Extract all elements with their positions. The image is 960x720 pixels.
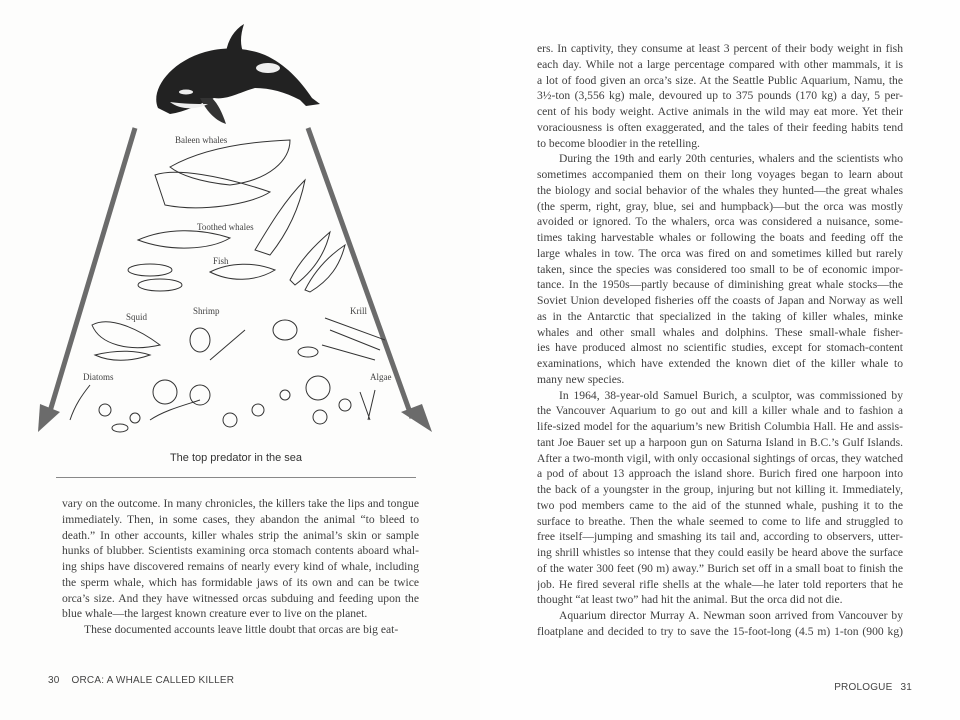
label-fish: Fish: [213, 256, 229, 266]
text-line: ers. In captivity, they consume at least 3 percent of their body weight in fish: [537, 42, 903, 55]
text-line: examinations, which have extended the known diet of the killer whale to: [537, 357, 903, 370]
text-line: sometimes accompanied them on their long voyages began to learn about: [537, 168, 903, 181]
caption-rule: [56, 477, 416, 478]
text-line: times taking harvestable whales or following the boats and feeding off the: [537, 231, 903, 244]
label-baleen-whales: Baleen whales: [175, 135, 228, 145]
text-line: many new species.: [537, 372, 625, 386]
label-diatoms: Diatoms: [83, 372, 114, 382]
text-line: as in the Antarctic that specialized in the taking of killer whales, minke: [537, 309, 903, 323]
text-line: floatplane and decided to try to save the 15-foot-long (4.5 m) 1-ton (900 kg): [537, 624, 903, 638]
left-body-text: [62, 496, 419, 638]
text-line: the Vancouver Aquarium to go out and kill a killer whale and to fashion a: [537, 404, 903, 418]
text-line: each day. While not a large percentage compared with other mammals, it is: [537, 57, 903, 71]
text-line: life-sized model for the aquarium’s new British Columbia Hall. He and assis-: [537, 420, 903, 433]
text-line: immediately. Then, in some cases, they abandon the animal “to bleed to: [62, 512, 419, 526]
text-line: hunks of blubber. Scientists examining orca stomach contents aboard whal-: [62, 544, 419, 558]
orca-illustration: [156, 24, 320, 124]
label-krill: Krill: [350, 306, 367, 316]
food-web-illustration: [0, 0, 480, 450]
text-line: tance. In the 1950s—partly because of diminishing great whale stocks—the: [537, 278, 903, 292]
text-line: These documented accounts leave little doubt that orcas are big eat-: [84, 623, 399, 636]
text-line: avoided or ignored. To the whalers, orca was considered a nuisance, some-: [537, 215, 903, 229]
page-number: 30: [48, 675, 60, 686]
text-line: free itself—jumping and smashing its tail and, according to observers, utter-: [537, 530, 903, 544]
text-line: ing ships have discovered remains of nearly every kind of whale, including: [62, 560, 419, 573]
arrow-left-icon: [38, 404, 60, 432]
label-algae: Algae: [370, 372, 392, 382]
food-chain-arrows: [38, 128, 432, 432]
text-line: tant Joe Bauer set up a harpoon gun on Saturna Island in B.C.’s Gulf Islands.: [537, 435, 903, 449]
text-line: voraciousness is often exaggerated, and the tales of their feeding habits tend: [537, 120, 903, 134]
arrow-right-icon: [401, 404, 432, 432]
label-squid: Squid: [126, 312, 148, 322]
text-line: vary on the outcome. In many chronicles, the killers take the lips and tongue: [62, 497, 419, 510]
text-line: of the water 300 feet (90 m) away.” Burich set off in a small boat to finish the: [537, 561, 903, 575]
text-line: In 1964, 38-year-old Samuel Burich, a sculptor, was commissioned by: [559, 388, 903, 402]
text-line: the back of a youngster in the group, injuring but not killing it. Immediately,: [537, 483, 903, 496]
text-line: a lot of food given an orca’s size. At the Seattle Public Aquarium, Namu, the: [537, 73, 903, 87]
text-line: to become bloodier in the retelling.: [537, 136, 700, 150]
right-body-text: [537, 41, 903, 640]
text-line: job. He fired several rifle shells at the whale—he later told reporters that he: [537, 577, 903, 591]
figure-caption: The top predator in the sea: [169, 452, 303, 464]
text-line: (the sperm, right, gray, blue, sei and humpback)—but the orca was mostly: [537, 199, 903, 213]
text-line: two pod members came to the aid of the stunned whale, pushing it to the: [537, 498, 903, 512]
text-line: whales and other small whales and dolphins. These small-whale fisher-: [537, 325, 903, 339]
right-page: [480, 0, 960, 720]
label-toothed-whales: Toothed whales: [197, 222, 254, 232]
text-line: orca’s size. And they have witnessed orcas subduing and feeding upon the: [62, 591, 419, 605]
text-line: taken, since the species was considered too small to be of economic impor-: [537, 262, 903, 276]
left-folio: [48, 675, 234, 686]
text-line: large whales in tow. The orca was fired on and sometimes killed but rarely: [537, 246, 903, 260]
text-line: thought “at least two” had hit the animal. But the orca did not die.: [537, 593, 843, 607]
text-line: During the 19th and early 20th centuries, whalers and the scientists who: [559, 152, 903, 166]
text-line: blue whale—the largest known creature ever to live on the planet.: [62, 607, 368, 621]
label-shrimp: Shrimp: [193, 306, 220, 316]
text-line: After a two-month vigil, with only occasional sightings of orcas, they watched: [537, 451, 903, 465]
text-line: a pod of about 13 approach the island shore. Burich fired one harpoon into: [537, 467, 903, 481]
running-head: PROLOGUE: [834, 682, 893, 693]
text-line: cent of his body weight. Active animals in the wild may eat more. Yet their: [537, 105, 903, 118]
text-line: surface to breathe. Then the whale seemed to come to life and struggled to: [537, 514, 903, 528]
text-line: ing shrill whistles so intense that they could easily be heard above the surface: [537, 546, 903, 559]
text-line: death.” In other accounts, killer whales strip the animal’s skin or sample: [62, 528, 419, 542]
right-folio: [834, 682, 912, 693]
text-line: Aquarium director Murray A. Newman soon arrived from Vancouver by: [559, 609, 903, 622]
text-line: 3½-ton (3,556 kg) male, devoured up to 375 pounds (170 kg) a day, 5 per-: [537, 89, 903, 103]
page-number: 31: [900, 682, 912, 693]
text-line: Soviet Union developed fisheries off the coasts of Japan and Norway as well: [537, 294, 903, 307]
text-line: the sperm whale, which has formidable jaws of its own and can be twice: [62, 575, 419, 589]
running-head: ORCA: A WHALE CALLED KILLER: [71, 675, 235, 686]
text-line: ies have produced almost no scientific studies, except for stomach-content: [537, 341, 903, 355]
text-line: the biology and social behavior of the whales they hunted—the great whales: [537, 183, 903, 197]
